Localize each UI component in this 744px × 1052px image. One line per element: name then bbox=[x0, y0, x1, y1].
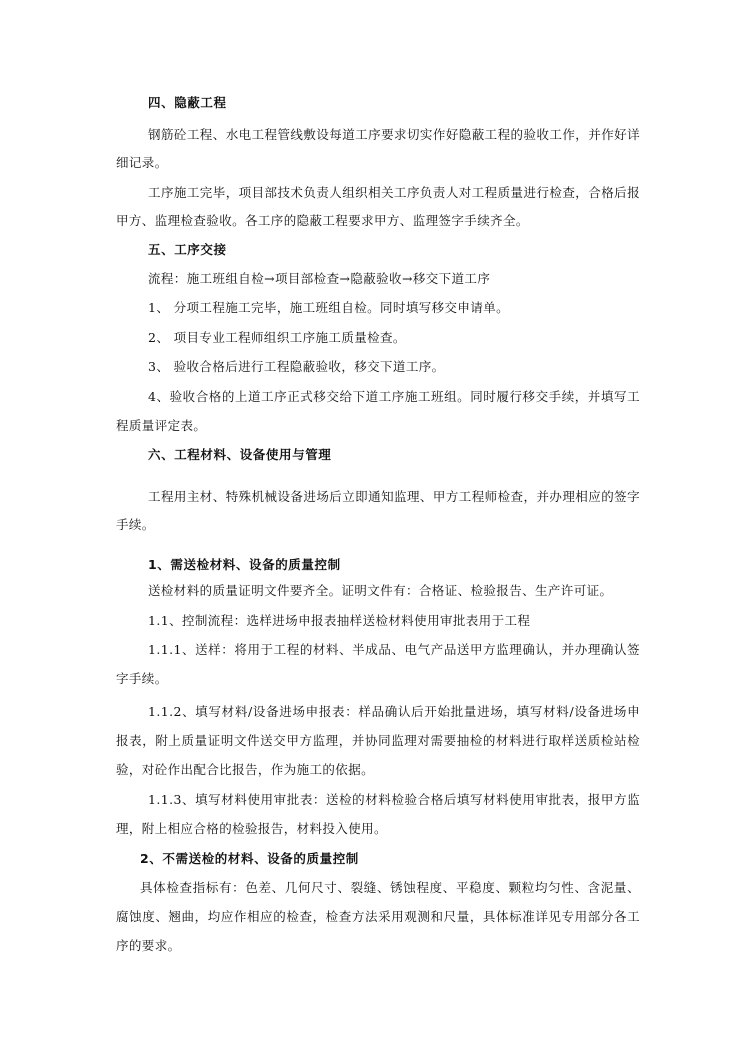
paragraph-line: 钢筋砼工程、水电工程管线敷设每道工序要求切实作好隐蔽工程的验收工作，并作好详 bbox=[148, 127, 640, 142]
paragraph-line: 工程用主材、特殊机械设备进场后立即通知监理、甲方工程师检查，并办理相应的签字 bbox=[148, 489, 640, 504]
paragraph-line: 报表，附上质量证明文件送交甲方监理，并协同监理对需要抽检的材料进行取样送质检站检 bbox=[116, 733, 640, 748]
paragraph-line: 送检材料的质量证明文件要齐全。证明文件有：合格证、检验报告、生产许可证。 bbox=[148, 583, 613, 598]
paragraph-line: 手续。 bbox=[116, 517, 155, 532]
paragraph-line: 3、 验收合格后进行工程隐蔽验收，移交下道工序。 bbox=[148, 359, 445, 374]
paragraph-line: 甲方、监理检查验收。各工序的隐蔽工程要求甲方、监理签字手续齐全。 bbox=[116, 213, 529, 228]
paragraph-line: 1.1.2、填写材料/设备进场申报表：样品确认后开始批量进场，填写材料/设备进场申 bbox=[148, 704, 640, 719]
subsection-heading: 1、需送检材料、设备的质量控制 bbox=[148, 557, 341, 572]
paragraph-line: 1.1.1、送样：将用于工程的材料、半成品、电气产品送甲方监理确认，并办理确认签 bbox=[148, 642, 640, 657]
paragraph-line: 细记录。 bbox=[116, 155, 168, 170]
paragraph-line: 1.1、控制流程：选样进场申报表抽样送检材料使用审批表用于工程 bbox=[148, 613, 531, 628]
paragraph-line: 具体检查指标有：色差、几何尺寸、裂缝、锈蚀程度、平稳度、颗粒均匀性、含泥量、 bbox=[140, 880, 640, 895]
subsection-heading: 2、不需送检的材料、设备的质量控制 bbox=[140, 851, 359, 866]
paragraph-line: 序的要求。 bbox=[116, 938, 181, 953]
paragraph-line: 字手续。 bbox=[116, 671, 168, 686]
paragraph-line: 腐蚀度、翘曲，均应作相应的检查，检查方法采用观测和尺量，具体标准详见专用部分各工 bbox=[116, 909, 640, 924]
section-heading: 六、工程材料、设备使用与管理 bbox=[148, 447, 332, 462]
section-heading: 五、工序交接 bbox=[148, 242, 227, 257]
section-heading: 四、隐蔽工程 bbox=[148, 95, 227, 110]
paragraph-line: 工序施工完毕，项目部技术负责人组织相关工序负责人对工程质量进行检查，合格后报 bbox=[148, 185, 640, 200]
paragraph-line: 1、 分项工程施工完毕，施工班组自检。同时填写移交申请单。 bbox=[148, 300, 510, 315]
paragraph-line: 4、验收合格的上道工序正式移交给下道工序施工班组。同时履行移交手续，并填写工 bbox=[148, 389, 640, 404]
paragraph-line: 程质量评定表。 bbox=[116, 418, 207, 433]
paragraph-line: 理，附上相应合格的检验报告，材料投入使用。 bbox=[116, 821, 387, 836]
paragraph-line: 1.1.3、填写材料使用审批表：送检的材料检验合格后填写材料使用审批表，报甲方监 bbox=[148, 792, 640, 807]
paragraph-line: 验，对砼作出配合比报告，作为施工的依据。 bbox=[116, 762, 375, 777]
paragraph-line: 2、 项目专业工程师组织工序施工质量检查。 bbox=[148, 330, 406, 345]
paragraph-line: 流程：施工班组自检→项目部检查→隐蔽验收→移交下道工序 bbox=[148, 271, 491, 286]
